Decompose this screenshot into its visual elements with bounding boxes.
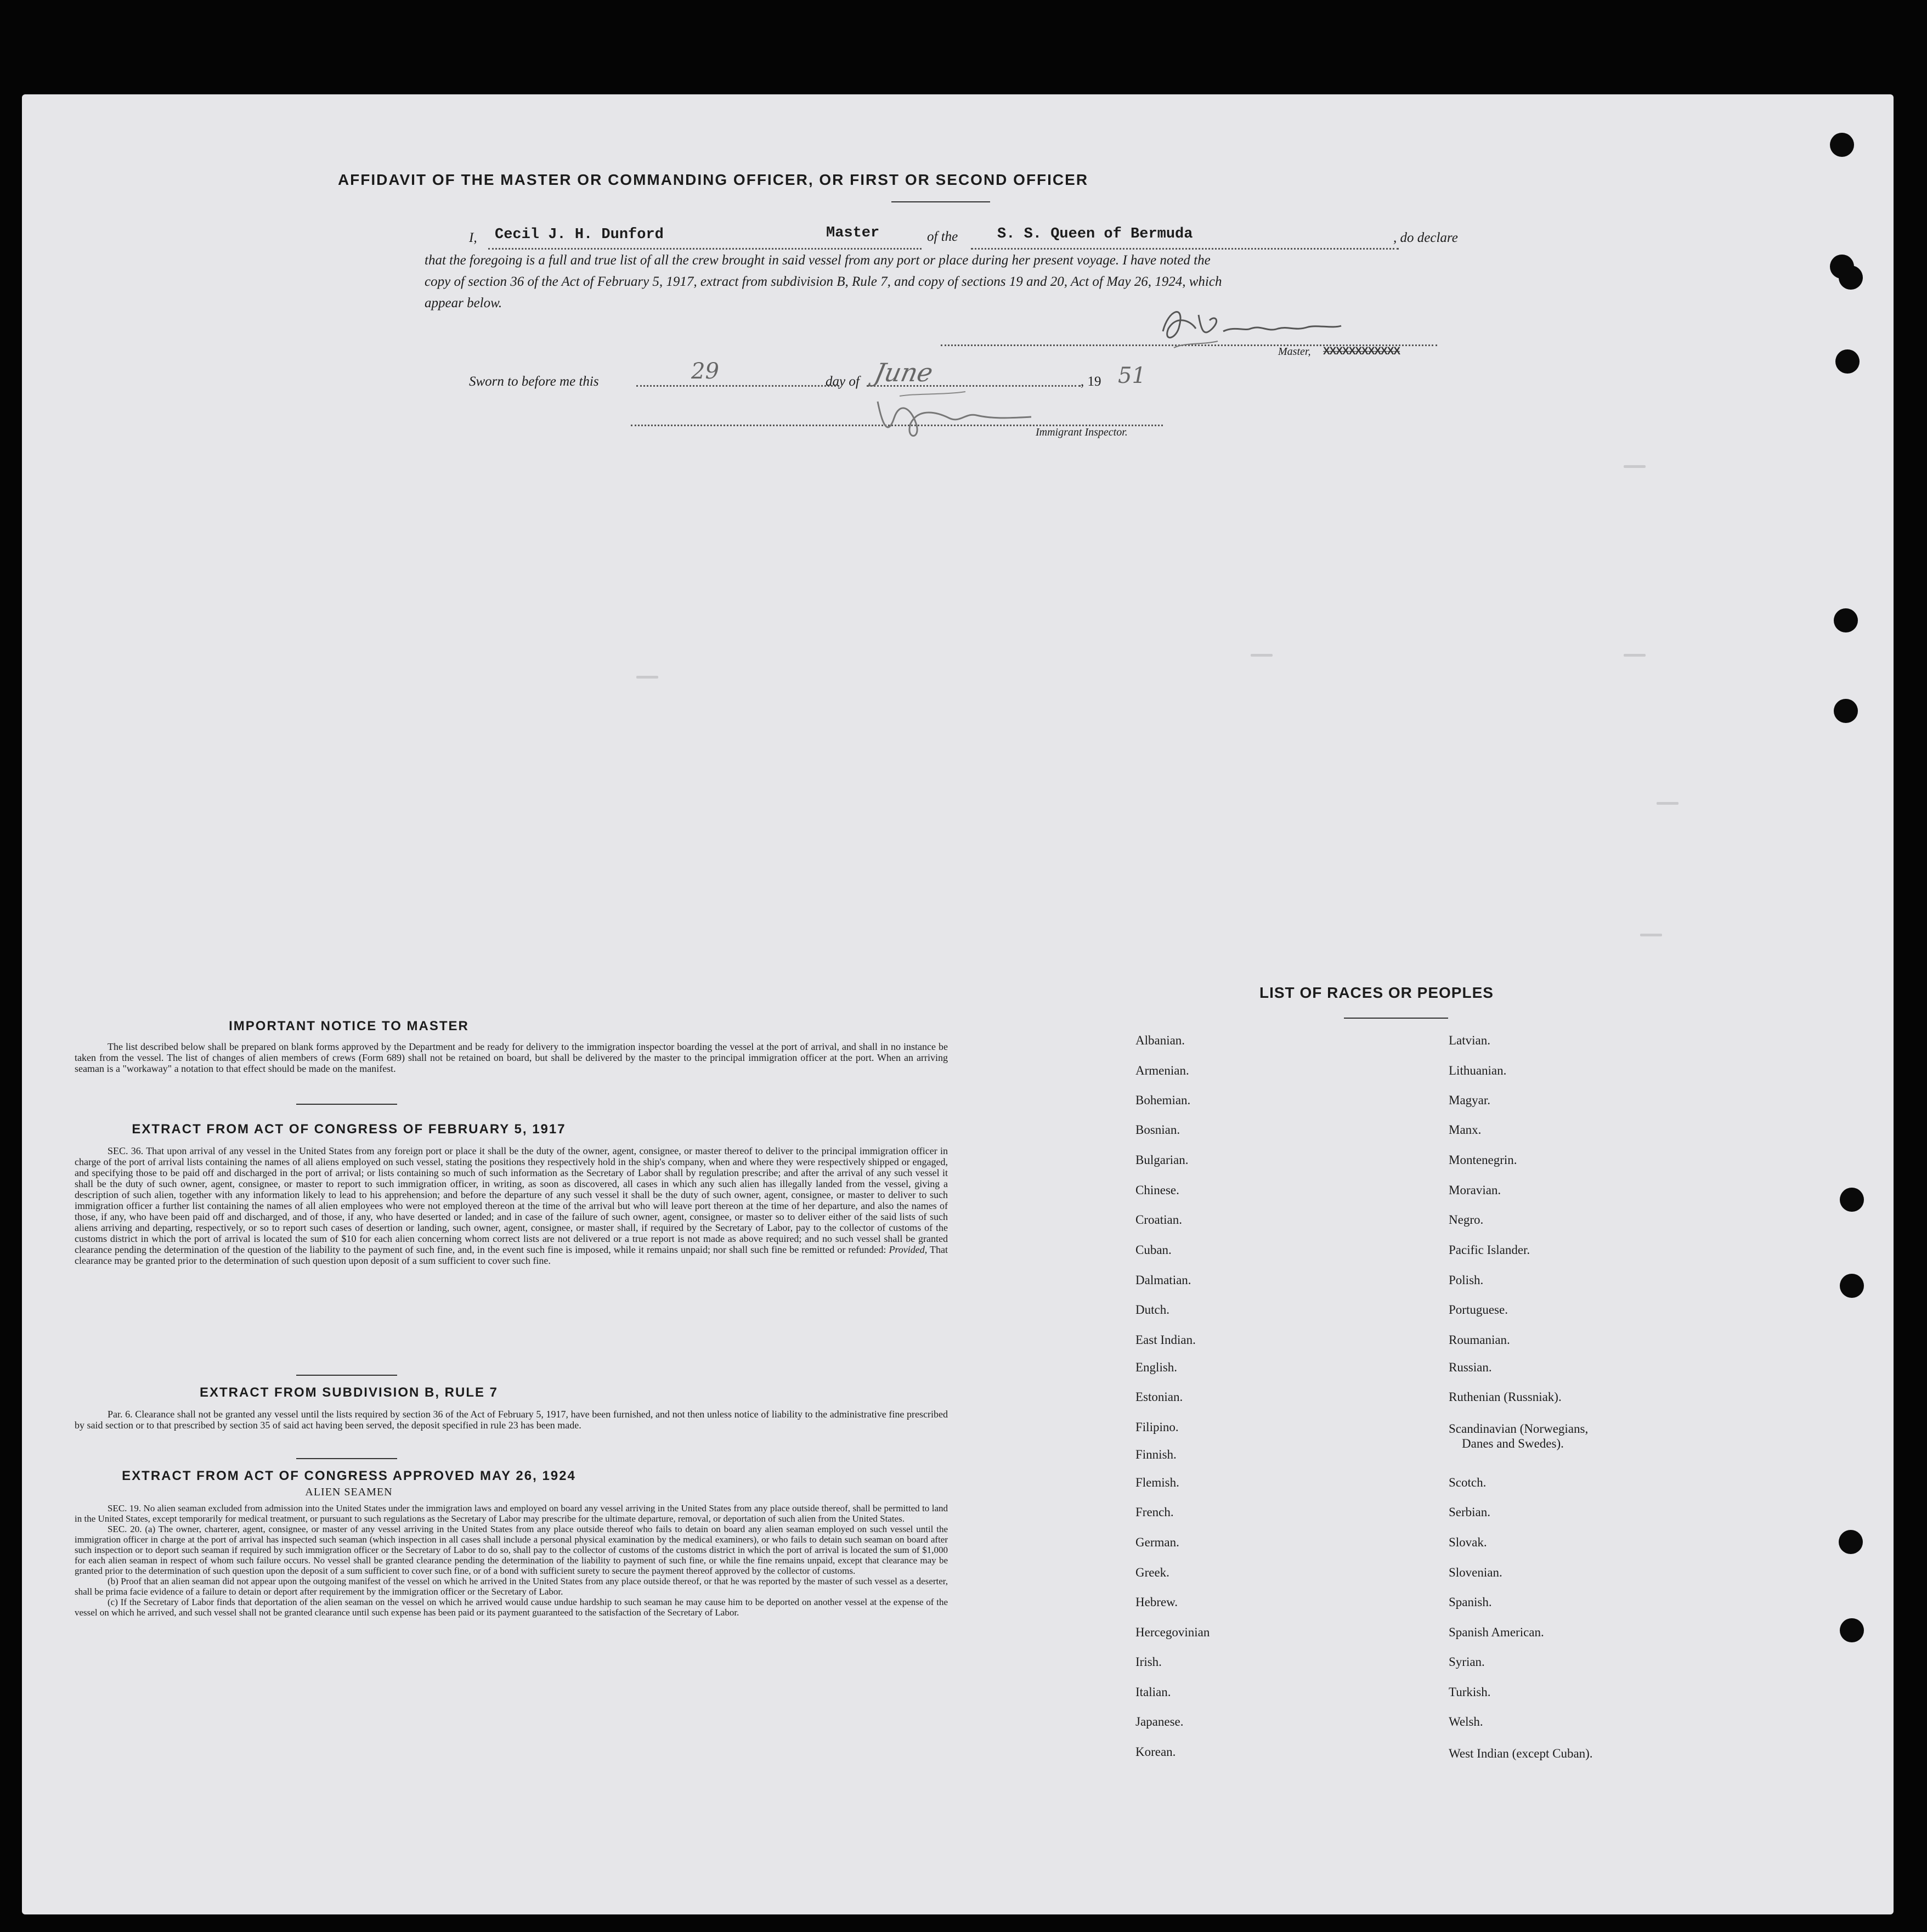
race-item: Japanese. [1135,1715,1184,1728]
race-item: Negro. [1449,1213,1484,1227]
race-item: Spanish American. [1449,1625,1544,1639]
race-item: Flemish. [1135,1476,1179,1489]
race-item: Slovenian. [1449,1566,1502,1579]
master-signature [1152,298,1349,359]
name-dotted-line [488,248,922,250]
bleed-through-mark [1640,934,1662,936]
race-item: Greek. [1135,1566,1169,1579]
sworn-month-handwritten: June [872,358,936,387]
race-item: Slovak. [1449,1535,1487,1549]
day-dotted-line [636,385,839,387]
race-item: Albanian. [1135,1033,1185,1047]
race-item: Welsh. [1449,1715,1483,1728]
race-item: Dutch. [1135,1303,1169,1317]
rule-7-text: Par. 6. Clearance shall not be granted any vessel until the lists required by section 36 of the Act of February 5, 1917, have been furnished, and not then unless notice of liability to the administrative fine prescribed by said section or to that prescribed by section 35 of said act having been served, the deposit specified in rule 23 has been made. [75,1409,948,1431]
race-item: Polish. [1449,1273,1484,1287]
race-item: Italian. [1135,1685,1171,1699]
vessel-dotted-line [971,248,1399,250]
title-underline [891,201,990,202]
race-item: Filipino. [1135,1420,1179,1434]
punch-hole-9 [1839,1530,1863,1554]
race-item: West Indian (except Cuban). [1449,1747,1593,1760]
race-item: Pacific Islander. [1449,1243,1530,1257]
punch-hole-3 [1839,265,1863,290]
race-item: Armenian. [1135,1064,1189,1077]
extract-1917-title: EXTRACT FROM ACT OF CONGRESS OF FEBRUARY 5, 1917 [132,1122,566,1137]
race-item: Croatian. [1135,1213,1182,1227]
bleed-through-mark [1657,802,1679,805]
punch-hole-10 [1840,1618,1864,1642]
bleed-through-mark [1624,654,1646,657]
rank-field: Master [826,225,880,241]
race-item: Montenegrin. [1449,1153,1517,1167]
document-page [22,94,1894,1914]
section-20c-text: (c) If the Secretary of Labor finds that deportation of the alien seaman on the vessel on which he arrived would cause undue hardship to such seaman he may cause him to be deported on another vessel at the expense of the vessel on which he arrived, and such vessel shall not be granted clearance until such expense has been paid or its payment guaranteed to the satisfaction of the Secretary of Labor. [75,1597,948,1618]
race-item: Bosnian. [1135,1123,1180,1137]
notice-text: The list described below shall be prepared on blank forms approved by the Department and be ready for delivery to the immigration inspector boarding the vessel at the port of arrival, and shall in no instance be taken from the vessel. The list of changes of alien members of crews (Form 689) shall not be retained on board, but shall be delivered by the master to the principal immigration officer at the port. When an arriving seaman is a "workaway" a notation to that effect should be made on the manifest. [75,1041,948,1074]
divider [296,1375,397,1376]
section-36-body: That upon arrival of any vessel in the United States from any foreign port or place it shall be the duty of the owner, agent, consignee, or master thereof to deliver to the principal immigration officer in charge of the port of arrival lists containing the names of all aliens employed on such vessel, stating the positions they respectively hold in the ship's company, when and where they were respectively shipped or engaged, and specifying those to be paid off and discharged in the port of arrival; or lists containing so much of such information as the Secretary of Labor shall by regulation prescribe; and after the arrival of any such vessel it shall be the duty of such owner, agent, consignee, or master to report to such immigration officer, in writing, as soon as discovered, all cases in which any such alien has illegally landed from the vessel, giving a description of such alien, together with any information likely to lead to his apprehension; and before the departure of any such vessel it shall be the duty of such owner, agent, consignee, or master to deliver to such immigration officer a further list containing the names of all alien employees who were not employed thereon at the time of the arrival but who will leave port thereon at the time of her departure, and also the names of those, if any, who have been paid off and discharged, and of those, if any, who have deserted or landed; and in case of the failure of such owner, agent, consignee, or master so to deliver either of the said lists of such aliens arriving and departing, respectively, or so to report such cases of desertion or landing, such owner, agent, consignee, or master shall, if required by the Secretary of Labor, pay to the collector of customs of the customs district in which the port of arrival is located the sum of $10 for each alien concerning whom correct lists are not delivered or a true report is not made as above required; and no such vessel shall be granted clearance pending the determination of the question of the liability to the payment of such fine, and, in the event such fine is imposed, while it remains unpaid; nor shall such fine be remitted or refunded: [75,1145,948,1255]
divider [296,1458,397,1459]
declare-label: , do declare [1393,230,1458,245]
punch-hole-4 [1835,349,1860,374]
race-item: Manx. [1449,1123,1482,1137]
race-item: Lithuanian. [1449,1064,1507,1077]
race-item: Dalmatian. [1135,1273,1191,1287]
race-item: Estonian. [1135,1390,1183,1404]
i-label: I, [469,230,477,245]
race-item: Chinese. [1135,1183,1179,1197]
notice-title: IMPORTANT NOTICE TO MASTER [229,1019,469,1033]
race-item: Bohemian. [1135,1093,1191,1107]
sworn-label: Sworn to before me this [469,374,599,389]
race-item: Ruthenian (Russniak). [1449,1390,1562,1404]
race-item: Latvian. [1449,1033,1490,1047]
race-item: Cuban. [1135,1243,1172,1257]
race-item: Korean. [1135,1745,1176,1759]
race-item: Bulgarian. [1135,1153,1189,1167]
races-title-underline [1344,1018,1448,1019]
race-item: Portuguese. [1449,1303,1508,1317]
alien-seamen-subtitle: ALIEN SEAMEN [305,1486,393,1498]
race-item: Moravian. [1449,1183,1501,1197]
race-item: Irish. [1135,1655,1162,1669]
affidavit-line-3: copy of section 36 of the Act of February 5, 1917, extract from subdivision B, Rule 7, and copy of sections 19 and 20, Act of May 26, 1924, which [425,274,1222,289]
inspector-label: Immigrant Inspector. [1036,426,1128,438]
punch-hole-6 [1834,699,1858,723]
bleed-through-mark [1251,654,1273,657]
master-label: Master, [1278,346,1311,358]
race-item: English. [1135,1360,1178,1374]
punch-hole-5 [1834,608,1858,632]
race-item: Russian. [1449,1360,1492,1374]
day-of-label: day of [826,374,860,389]
race-item: Spanish. [1449,1595,1492,1609]
section-20b-text: (b) Proof that an alien seaman did not appear upon the outgoing manifest of the vessel on which he arrived in the United States from any place outside thereof, or that he was reported by the master of such vessel as a deserter, shall be prima facie evidence of a failure to detain or deport after requirement by the immigration officer or the Secretary of Labor. [75,1576,948,1597]
race-item: French. [1135,1505,1174,1519]
race-item: Finnish. [1135,1448,1177,1461]
race-item: Serbian. [1449,1505,1491,1519]
of-the-label: of the [927,229,958,244]
section-36-tail: That clearance may be granted prior to the determination of such question upon deposit of a sum sufficient to cover such fine. [75,1244,948,1266]
affidavit-title: AFFIDAVIT OF THE MASTER OR COMMANDING OFFICER, OR FIRST OR SECOND OFFICER [337,171,1089,188]
vessel-field: S. S. Queen of Bermuda [997,226,1193,242]
section-20a-text: SEC. 20. (a) The owner, charterer, agent, consignee, or master of any vessel arriving in the United States from any place outside thereof who fails to detain on board any alien seaman employed on such vessel until the immigration officer in charge at the port of arrival has inspected such seaman (which inspection in all cases shall include a personal physical examination by the medical examiners), or who fails to detain such seaman on board after such inspection or to deport such seaman if required by such immigration officer or the Secretary of Labor to do so, shall pay to the collector of customs of the customs district in which the port of arrival is located the sum of $1,000 for each alien seaman in respect of whom such failure occurs. No vessel shall be granted clearance pending the determination of the liability to payment of such fine, or while the fine remains unpaid, except that clearance may be granted prior to the determination of such question upon the deposit of a sum sufficient to cover such fine, or of a bond with sufficient surety to secure the payment thereof approved by the collector of customs. [75,1524,948,1576]
sworn-year-handwritten: 51 [1118,363,1146,388]
race-item: Roumanian. [1449,1333,1510,1347]
sworn-day-handwritten: 29 [691,359,719,384]
race-item: Scotch. [1449,1476,1487,1489]
race-item: German. [1135,1535,1179,1549]
race-item: Magyar. [1449,1093,1491,1107]
divider [296,1104,397,1105]
bleed-through-mark [1624,465,1646,468]
section-19-text: SEC. 19. No alien seaman excluded from admission into the United States under the immigration laws and employed on board any vessel arriving in the United States from any place outside thereof, shall be permitted to land in the United States, except temporarily for medical treatment, or pursuant to such regulations as the Secretary of Labor may prescribe for the ultimate departure, removal, or deportation of such alien from the United States. [75,1503,948,1524]
punch-hole-1 [1830,133,1854,157]
races-title: LIST OF RACES OR PEOPLES [1259,984,1494,1001]
extract-1924-text [75,1503,948,1618]
race-item: East Indian. [1135,1333,1196,1347]
punch-hole-7 [1840,1188,1864,1212]
year-prefix: , 19 [1081,374,1101,389]
race-item: Hebrew. [1135,1595,1178,1609]
extract-1917-text [75,1145,948,1266]
proviso-label: Provided, [889,1244,928,1255]
race-item: Danes and Swedes). [1462,1437,1564,1450]
race-item: Scandinavian (Norwegians, [1449,1422,1589,1436]
master-name-field: Cecil J. H. Dunford [495,227,664,243]
affidavit-line-2: that the foregoing is a full and true list of all the crew brought in said vessel from any port or place during her present voyage. I have noted the [425,253,1211,268]
extract-1924-title: EXTRACT FROM ACT OF CONGRESS APPROVED MAY 26, 1924 [122,1468,576,1483]
affidavit-line-4: appear below. [425,296,502,310]
punch-hole-8 [1840,1274,1864,1298]
section-36-label: SEC. 36. [108,1145,144,1156]
race-item: Hercegovinian [1135,1625,1210,1639]
race-item: Syrian. [1449,1655,1485,1669]
bleed-through-mark [636,676,658,679]
struck-title-label: XXXXXXXXXXXX [1323,346,1400,357]
rule-7-title: EXTRACT FROM SUBDIVISION B, RULE 7 [199,1385,499,1400]
race-item: Turkish. [1449,1685,1491,1699]
